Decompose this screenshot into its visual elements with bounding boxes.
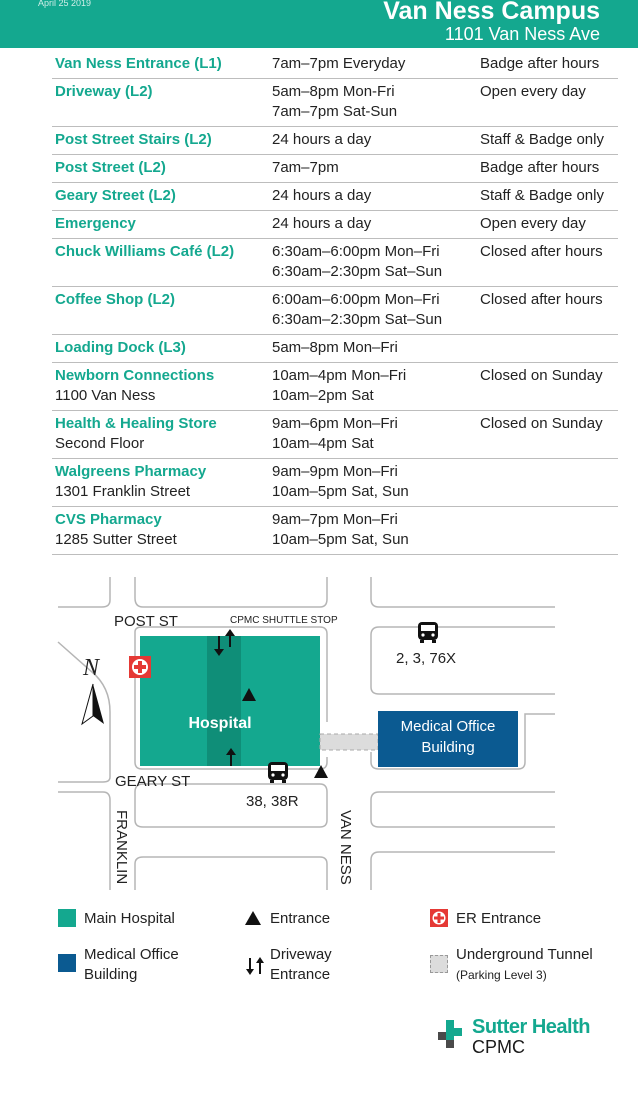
hours-cell [269, 183, 477, 211]
location-name: Geary Street (L2) [55, 187, 176, 204]
location-cell [52, 211, 269, 239]
note-cell [477, 363, 618, 411]
note-cell [477, 335, 618, 363]
hours-line: 9am–7pm Mon–Fri [272, 511, 398, 528]
location-row [52, 155, 618, 183]
hours-line: 6:30am–6:00pm Mon–Fri [272, 243, 440, 260]
hours-line: 7am–7pm [272, 159, 339, 176]
location-name: CVS Pharmacy [55, 511, 162, 528]
campus-title: Van Ness Campus [383, 0, 600, 25]
hours-line: 10am–4pm Mon–Fri [272, 367, 407, 384]
location-cell [52, 239, 269, 287]
hours-line: 24 hours a day [272, 131, 372, 148]
hours-cell [269, 459, 477, 507]
hours-cell [269, 127, 477, 155]
entrance-icon [244, 909, 262, 927]
campus-map [0, 572, 638, 902]
legend-main-hospital [58, 909, 175, 929]
access-note: Staff & Badge only [480, 187, 604, 204]
location-cell [52, 155, 269, 183]
note-cell [477, 287, 618, 335]
logo-sub: CPMC [472, 1037, 525, 1057]
location-row [52, 363, 618, 411]
note-cell [477, 239, 618, 287]
legend-driveway [244, 945, 332, 985]
hours-cell [269, 287, 477, 335]
mob-label-2: Building [421, 739, 475, 756]
page-header [0, 0, 638, 48]
hours-cell [269, 363, 477, 411]
hours-cell [269, 335, 477, 363]
location-name: Post Street Stairs (L2) [55, 131, 212, 148]
note-cell [477, 211, 618, 239]
legend-label: Main Hospital [84, 910, 175, 927]
map-legend [0, 900, 638, 1000]
location-address: Second Floor [55, 435, 145, 452]
post-street-label: POST ST [114, 613, 178, 630]
hospital-swatch [58, 909, 76, 927]
hospital-label: Hospital [188, 715, 252, 732]
location-name: Driveway (L2) [55, 83, 153, 100]
access-note: Open every day [480, 83, 586, 100]
legend-er-entrance [430, 909, 541, 929]
location-address: 1301 Franklin Street [55, 483, 191, 500]
hours-line: 6:00am–6:00pm Mon–Fri [272, 291, 440, 308]
access-note: Closed after hours [480, 243, 603, 260]
note-cell [477, 155, 618, 183]
location-cell [52, 287, 269, 335]
legend-tunnel [430, 945, 593, 985]
hours-line: 9am–6pm Mon–Fri [272, 415, 398, 432]
location-cell [52, 335, 269, 363]
location-name: Health & Healing Store [55, 415, 217, 432]
note-cell [477, 459, 618, 507]
mob-label-1: Medical Office [400, 718, 496, 735]
bus-routes-top: 2, 3, 76X [396, 650, 457, 667]
note-cell [477, 127, 618, 155]
bus-routes-bottom: 38, 38R [246, 793, 299, 810]
legend-label: Entrance [270, 966, 331, 983]
tunnel-swatch [430, 955, 448, 973]
legend-label: Medical Office [84, 946, 179, 963]
legend-label: Entrance [270, 910, 331, 927]
location-cell [52, 507, 269, 555]
er-entrance-icon [430, 909, 448, 927]
access-note: Staff & Badge only [480, 131, 604, 148]
hours-line: 10am–2pm Sat [272, 387, 374, 404]
geary-street-label: GEARY ST [115, 773, 191, 790]
access-note: Open every day [480, 215, 586, 232]
hours-line: 10am–5pm Sat, Sun [272, 483, 409, 500]
bus-stop-icon [268, 762, 288, 783]
sutter-logo-icon [432, 1018, 468, 1054]
legend-entrance [244, 909, 330, 929]
franklin-street-label: FRANKLIN [113, 810, 130, 885]
underground-tunnel [320, 734, 378, 750]
sutter-health-logo [432, 1016, 612, 1060]
campus-address: 1101 Van Ness Ave [444, 24, 600, 44]
print-date: April 25 2019 [38, 0, 92, 8]
shuttle-stop-label: CPMC SHUTTLE STOP [230, 615, 338, 626]
location-row [52, 335, 618, 363]
hours-line: 7am–7pm Sat-Sun [272, 103, 398, 120]
hours-line: 6:30am–2:30pm Sat–Sun [272, 263, 443, 280]
hours-cell [269, 79, 477, 127]
location-cell [52, 79, 269, 127]
hours-line: 10am–4pm Sat [272, 435, 374, 452]
location-row [52, 79, 618, 127]
location-name: Emergency [55, 215, 136, 232]
location-cell [52, 127, 269, 155]
hours-line: 9am–9pm Mon–Fri [272, 463, 398, 480]
logo-brand: Sutter Health [472, 1016, 590, 1038]
location-row [52, 239, 618, 287]
hours-cell [269, 51, 477, 79]
hours-cell [269, 211, 477, 239]
location-name: Walgreens Pharmacy [55, 463, 207, 480]
location-cell [52, 183, 269, 211]
hours-line: 7am–7pm Everyday [272, 55, 406, 72]
er-entrance-icon [129, 656, 151, 678]
driveway-strip [207, 636, 241, 766]
location-address: 1285 Sutter Street [55, 531, 177, 548]
location-name: Coffee Shop (L2) [55, 291, 175, 308]
mob-swatch [58, 954, 76, 972]
access-note: Badge after hours [480, 55, 600, 72]
location-name: Loading Dock (L3) [55, 339, 186, 356]
legend-label: Building [84, 966, 138, 983]
hours-cell [269, 239, 477, 287]
location-cell [52, 363, 269, 411]
hours-table [52, 51, 618, 555]
location-row [52, 127, 618, 155]
legend-label: Underground Tunnel [456, 946, 593, 963]
note-cell [477, 507, 618, 555]
location-row [52, 51, 618, 79]
hours-cell [269, 411, 477, 459]
north-label: N [83, 655, 100, 681]
hours-line: 5am–8pm Mon–Fri [272, 339, 398, 356]
hours-line: 6:30am–2:30pm Sat–Sun [272, 311, 443, 328]
location-name: Newborn Connections [55, 367, 215, 384]
location-row [52, 507, 618, 555]
hours-line: 10am–5pm Sat, Sun [272, 531, 409, 548]
location-row [52, 459, 618, 507]
location-row [52, 211, 618, 239]
van-ness-street-label: VAN NESS [337, 810, 354, 885]
legend-label: (Parking Level 3) [456, 968, 547, 982]
bus-stop-icon [418, 622, 438, 643]
note-cell [477, 51, 618, 79]
location-row [52, 411, 618, 459]
hours-line: 5am–8pm Mon-Fri [272, 83, 395, 100]
access-note: Badge after hours [480, 159, 600, 176]
north-arrow-icon [82, 684, 104, 724]
hours-line: 24 hours a day [272, 215, 372, 232]
location-name: Post Street (L2) [55, 159, 166, 176]
access-note: Closed on Sunday [480, 415, 603, 432]
location-cell [52, 51, 269, 79]
location-address: 1100 Van Ness [55, 387, 156, 404]
location-row [52, 287, 618, 335]
location-name: Chuck Williams Café (L2) [55, 243, 235, 260]
legend-medical-office [58, 945, 179, 985]
location-cell [52, 459, 269, 507]
location-row [52, 183, 618, 211]
note-cell [477, 79, 618, 127]
access-note: Closed after hours [480, 291, 603, 308]
access-note: Closed on Sunday [480, 367, 603, 384]
legend-label: Driveway [270, 946, 332, 963]
hours-line: 24 hours a day [272, 187, 372, 204]
hours-cell [269, 507, 477, 555]
driveway-entrance-icon [244, 955, 266, 977]
note-cell [477, 411, 618, 459]
note-cell [477, 183, 618, 211]
legend-label: ER Entrance [456, 910, 542, 927]
hours-cell [269, 155, 477, 183]
location-name: Van Ness Entrance (L1) [55, 55, 222, 72]
location-cell [52, 411, 269, 459]
